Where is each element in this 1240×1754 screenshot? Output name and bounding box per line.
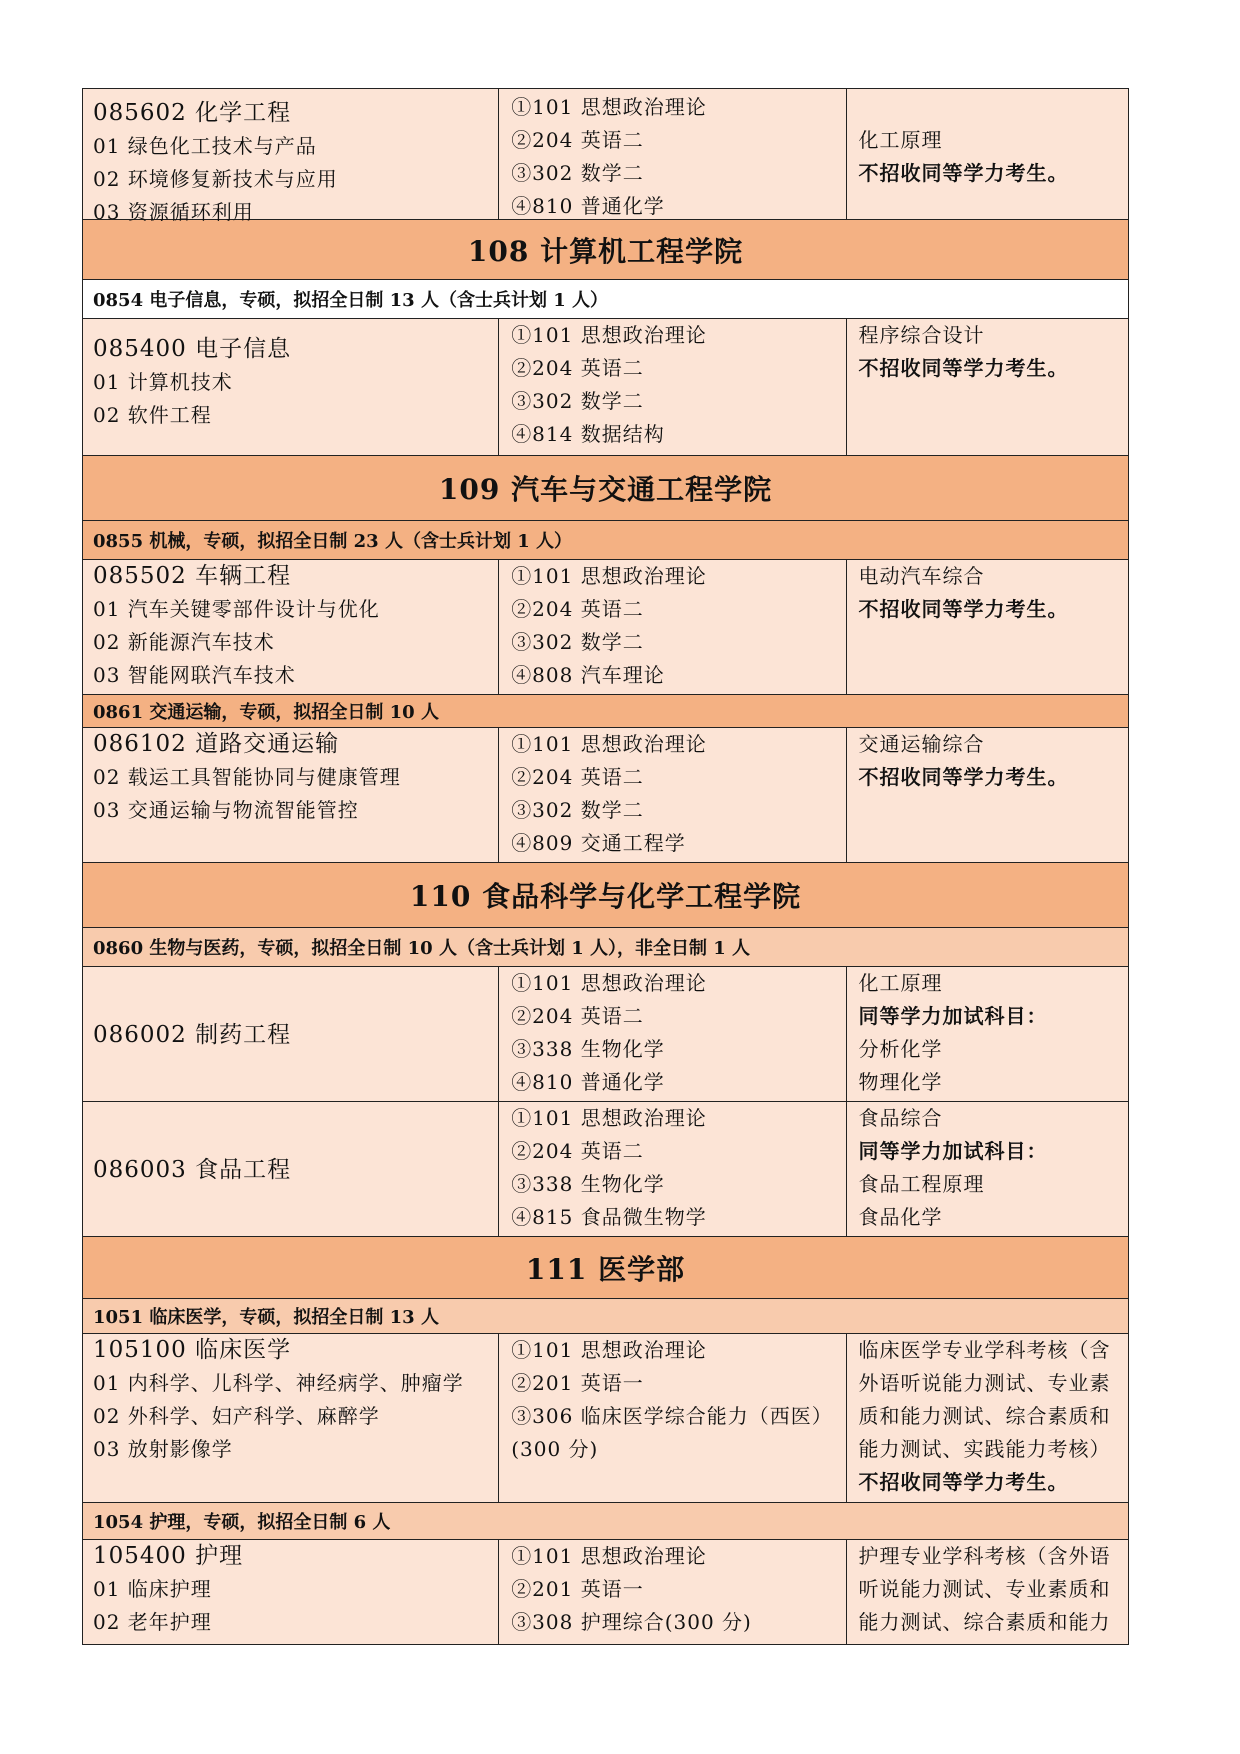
exam-subject: ②201 英语一 (511, 1371, 644, 1395)
exam-cell (499, 967, 846, 1101)
exam-subject: ①101 思想政治理论 (511, 971, 707, 995)
exam-subject: ①101 思想政治理论 (511, 1544, 707, 1568)
retest-subject: 食品综合 (858, 1106, 943, 1130)
major-row (82, 728, 1129, 863)
exam-subject: ④809 交通工程学 (511, 831, 686, 855)
major-row (82, 967, 1129, 1102)
exam-subject: ④808 汽车理论 (511, 663, 665, 687)
exam-subject: ③302 数学二 (511, 161, 644, 185)
no-equivalent-note: 不招收同等学力考生。 (858, 597, 1069, 621)
direction: 01 绿色化工技术与产品 (93, 134, 317, 158)
exam-subject: ①101 思想政治理论 (511, 732, 707, 756)
retest-cell (847, 967, 1128, 1101)
exam-subject: ③338 生物化学 (511, 1037, 665, 1061)
major-row (82, 88, 1129, 224)
no-equivalent-note: 不招收同等学力考生。 (858, 356, 1069, 380)
major-title: 085502 车辆工程 (93, 563, 292, 589)
exam-cell (499, 1540, 846, 1644)
exam-subject: ②204 英语二 (511, 1139, 644, 1163)
major-cell (83, 728, 499, 862)
program-band-text: 1051 临床医学，专硕，拟招全日制 13 人 (93, 1307, 439, 1328)
program-band-text: 0854 电子信息，专硕，拟招全日制 13 人（含士兵计划 1 人） (93, 290, 609, 311)
direction: 03 资源循环利用 (93, 200, 254, 224)
retest-subject: 程序综合设计 (858, 323, 985, 347)
major-row (82, 319, 1129, 456)
program-band-text: 0860 生物与医药，专硕，拟招全日制 10 人（含士兵计划 1 人），非全日制 1 人 (93, 938, 751, 959)
exam-cell (499, 560, 846, 694)
exam-cell (499, 319, 846, 455)
retest-subject: 临床医学专业学科考核（含外语听说能力测试、专业素质和能力测试、综合素质和能力测试、实践能力考核） (858, 1338, 1111, 1461)
exam-subject: ②204 英语二 (511, 597, 644, 621)
program-band (82, 1299, 1129, 1334)
exam-subject: ①101 思想政治理论 (511, 323, 707, 347)
major-title: 086102 道路交通运输 (93, 731, 340, 757)
exam-subject: ①101 思想政治理论 (511, 1338, 707, 1362)
direction: 02 老年护理 (93, 1610, 212, 1634)
exam-subject: ③306 临床医学综合能力（西医）(300 分) (511, 1404, 833, 1461)
direction: 02 环境修复新技术与应用 (93, 167, 338, 191)
exam-subject: ②204 英语二 (511, 1004, 644, 1028)
direction: 01 临床护理 (93, 1577, 212, 1601)
retest-cell (847, 1334, 1128, 1502)
major-cell (83, 1540, 499, 1644)
exam-subject: ②204 英语二 (511, 356, 644, 380)
exam-subject: ③302 数学二 (511, 798, 644, 822)
school-header (82, 1237, 1129, 1299)
direction: 02 软件工程 (93, 403, 212, 427)
program-band (82, 280, 1129, 319)
exam-cell (499, 728, 846, 862)
exam-subject: ①101 思想政治理论 (511, 564, 707, 588)
exam-subject: ③302 数学二 (511, 389, 644, 413)
program-band-text: 0861 交通运输，专硕，拟招全日制 10 人 (93, 702, 439, 723)
school-title: 110 食品科学与化学工程学院 (409, 880, 802, 913)
extra-exam-subject: 食品化学 (858, 1205, 943, 1229)
program-band (82, 928, 1129, 967)
extra-exam-subject: 分析化学 (858, 1037, 943, 1061)
retest-cell (847, 1540, 1128, 1644)
major-cell (83, 560, 499, 694)
retest-subject: 化工原理 (858, 971, 943, 995)
exam-subject: ②204 英语二 (511, 765, 644, 789)
retest-cell (847, 1102, 1128, 1236)
major-title: 085400 电子信息 (93, 336, 292, 362)
retest-subject: 电动汽车综合 (858, 564, 985, 588)
direction: 01 汽车关键零部件设计与优化 (93, 597, 380, 621)
retest-subject: 护理专业学科考核（含外语听说能力测试、专业素质和能力测试、综合素质和能力 (858, 1544, 1111, 1634)
direction: 03 放射影像学 (93, 1437, 233, 1461)
extra-exam-label: 同等学力加试科目： (858, 1004, 1048, 1028)
direction: 01 内科学、儿科学、神经病学、肿瘤学 (93, 1371, 464, 1395)
exam-subject: ④810 普通化学 (511, 1070, 665, 1094)
direction: 02 新能源汽车技术 (93, 630, 275, 654)
exam-subject: ③308 护理综合(300 分) (511, 1610, 752, 1634)
direction: 03 智能网联汽车技术 (93, 663, 296, 687)
exam-subject: ④815 食品微生物学 (511, 1205, 707, 1229)
retest-cell (847, 319, 1128, 455)
extra-exam-subject: 食品工程原理 (858, 1172, 985, 1196)
major-title: 105400 护理 (93, 1543, 244, 1569)
direction: 01 计算机技术 (93, 370, 233, 394)
exam-subject: ④810 普通化学 (511, 194, 665, 218)
school-header (82, 456, 1129, 521)
major-cell (83, 1334, 499, 1502)
school-title: 111 医学部 (525, 1252, 686, 1286)
major-title: 085602 化学工程 (93, 100, 292, 126)
exam-cell (499, 1334, 846, 1502)
exam-subject: ①101 思想政治理论 (511, 1106, 707, 1130)
exam-cell (499, 1102, 846, 1236)
program-band-text: 1054 护理，专硕，拟招全日制 6 人 (93, 1512, 391, 1533)
major-title: 086002 制药工程 (93, 1021, 292, 1048)
exam-subject: ②204 英语二 (511, 128, 644, 152)
exam-subject: ④814 数据结构 (511, 422, 665, 446)
no-equivalent-note: 不招收同等学力考生。 (858, 765, 1069, 789)
program-band (82, 521, 1129, 560)
school-title: 108 计算机工程学院 (467, 234, 744, 268)
program-band (82, 1503, 1129, 1540)
major-cell (83, 89, 499, 224)
no-equivalent-note: 不招收同等学力考生。 (858, 1470, 1069, 1494)
major-title: 105100 临床医学 (93, 1337, 292, 1363)
admission-catalog-table (82, 88, 1129, 1645)
exam-subject: ③302 数学二 (511, 630, 644, 654)
major-row (82, 1540, 1129, 1645)
major-title: 086003 食品工程 (93, 1156, 292, 1183)
retest-cell (847, 89, 1128, 219)
major-row (82, 560, 1129, 695)
school-header (82, 220, 1129, 280)
extra-exam-subject: 物理化学 (858, 1070, 943, 1094)
extra-exam-label: 同等学力加试科目： (858, 1139, 1048, 1163)
school-title: 109 汽车与交通工程学院 (438, 473, 773, 506)
direction: 03 交通运输与物流智能管控 (93, 798, 359, 822)
program-band (82, 695, 1129, 728)
retest-cell (847, 560, 1128, 694)
school-header (82, 863, 1129, 928)
exam-subject: ②201 英语一 (511, 1577, 644, 1601)
direction: 02 外科学、妇产科学、麻醉学 (93, 1404, 380, 1428)
retest-subject: 化工原理 (858, 128, 943, 152)
retest-cell (847, 728, 1128, 862)
retest-subject: 交通运输综合 (858, 732, 985, 756)
major-row (82, 1334, 1129, 1503)
major-cell (83, 319, 499, 455)
major-cell (83, 1102, 499, 1236)
no-equivalent-note: 不招收同等学力考生。 (858, 161, 1069, 185)
major-cell (83, 967, 499, 1101)
exam-subject: ③338 生物化学 (511, 1172, 665, 1196)
exam-subject: ①101 思想政治理论 (511, 95, 707, 119)
program-band-text: 0855 机械，专硕，拟招全日制 23 人（含士兵计划 1 人） (93, 531, 573, 552)
major-row (82, 1102, 1129, 1237)
exam-cell (499, 89, 846, 219)
direction: 02 载运工具智能协同与健康管理 (93, 765, 401, 789)
